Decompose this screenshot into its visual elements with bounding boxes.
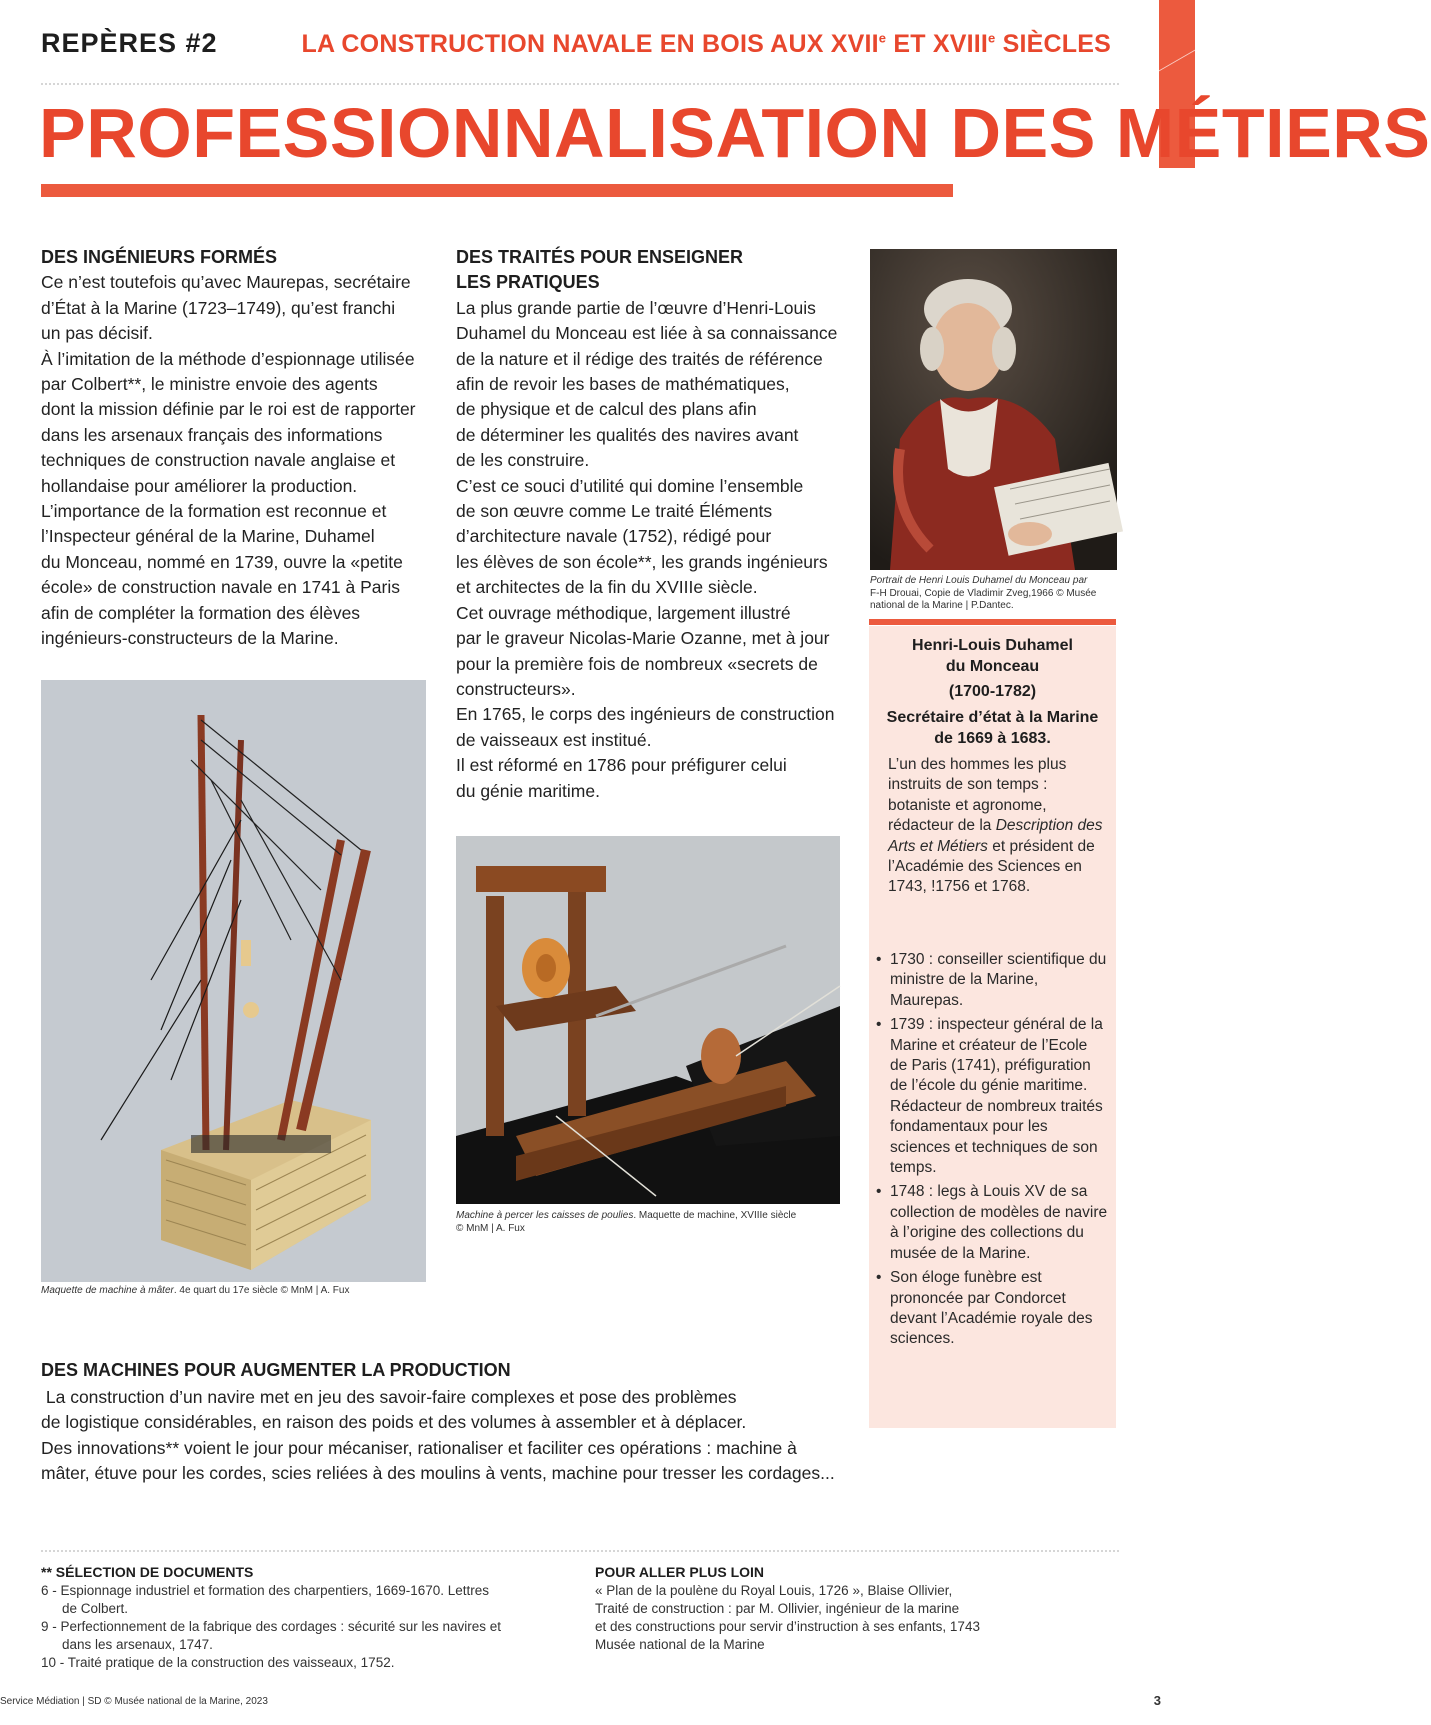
header-divider <box>41 83 1119 85</box>
text-line: de les construire. <box>456 450 590 471</box>
text-line: les élèves de son école**, les grands ingénieurs <box>456 551 828 572</box>
further-reading-text: « Plan de la poulène du Royal Louis, 1726 », Blaise Ollivier, Traité de construction : par M. Ollivier, ingénieur de la marine et des constructions pour servir d’instruction à ses enfants, 1743 Musée national de la Marine <box>595 1583 980 1652</box>
text-line: l’Inspecteur général de la Marine, Duhamel <box>41 526 375 547</box>
text-line: Des innovations** voient le jour pour mécaniser, rationaliser et faciliter ces opérations : machine à <box>41 1437 797 1458</box>
section-machines-text <box>41 1385 861 1487</box>
mast-machine-illustration <box>41 680 426 1282</box>
text-line: de physique et de calcul des plans afin <box>456 399 757 420</box>
timeline-item: • 1730 : conseiller scientifique du ministre de la Marine, Maurepas. <box>876 950 1108 1011</box>
text-line: Ce n’est toutefois qu’avec Maurepas, secrétaire <box>41 272 411 293</box>
bio-summary: L’un des hommes les plus instruits de son temps : botaniste et agronome, rédacteur de la Description des Arts et Métiers et président de l’Académie des Sciences en 1743, !1756 et 1768. <box>888 756 1103 896</box>
bio-name: Henri-Louis Duhamel du Monceau <box>912 637 1073 675</box>
text-line: Duhamel du Monceau est liée à sa connaissance <box>456 323 838 344</box>
portrait-illustration <box>870 249 1117 570</box>
text-line: un pas décisif. <box>41 323 153 344</box>
series-label: REPÈRES #2 <box>41 28 218 58</box>
text-line: de déterminer les qualités des navires avant <box>456 424 799 445</box>
mast-caption: Maquette de machine à mâter. 4e quart du 17e siècle © MnM | A. Fux <box>41 1285 350 1296</box>
timeline-item: • 1748 : legs à Louis XV de sa collection de modèles de navire à l’origine des collections du musée de la Marine. <box>876 1182 1108 1264</box>
portrait-photo <box>870 249 1117 570</box>
text-line: dont la mission définie par le roi est de rapporter <box>41 399 416 420</box>
footer-divider <box>41 1550 1119 1552</box>
text-line: hollandaise pour améliorer la production. <box>41 475 358 496</box>
selection-item: 6 - Espionnage industriel et formation des charpentiers, 1669-1670. Lettres de Colbert. <box>41 1583 490 1616</box>
section-heading-machines: DES MACHINES POUR AUGMENTER LA PRODUCTION <box>41 1360 511 1380</box>
section-engineers <box>41 245 441 652</box>
text-line: de son œuvre comme Le traité Éléments <box>456 501 773 522</box>
mast-machine-photo <box>41 680 426 1282</box>
title-underline <box>41 184 953 197</box>
section-treatises <box>456 245 856 804</box>
further-reading-heading: POUR ALLER PLUS LOIN <box>595 1564 765 1580</box>
text-line: afin de revoir les bases de mathématiques, <box>456 374 790 395</box>
text-line: En 1765, le corps des ingénieurs de construction <box>456 704 835 725</box>
bio-dates: (1700-1782) <box>948 683 1037 700</box>
text-line: de logistique considérables, en raison des poids et des volumes à assembler et à déplacer. <box>41 1412 747 1433</box>
text-line: La construction d’un navire met en jeu des savoir-faire complexes et pose des problèmes <box>41 1387 737 1407</box>
text-line: À l’imitation de la méthode d’espionnage utilisée <box>41 348 415 369</box>
drilling-machine-photo <box>456 836 840 1204</box>
text-line: pour la première fois de nombreux «secrets de <box>456 653 818 674</box>
text-line: du génie maritime. <box>456 780 600 801</box>
text-line: d’architecture navale (1752), rédigé pour <box>456 526 772 547</box>
text-line: Il est réformé en 1786 pour préfigurer celui <box>456 755 787 776</box>
drilling-machine-illustration <box>456 836 840 1204</box>
text-line: et architectes de la fin du XVIIIe siècle. <box>456 577 758 598</box>
text-line: ingénieurs-constructeurs de la Marine. <box>41 628 339 649</box>
text-line: afin de compléter la formation des élèves <box>41 602 361 623</box>
page-title: PROFESSIONNALISATION DES MÉTIERS <box>39 94 1431 172</box>
timeline-item: • Son éloge funèbre est prononcée par Condorcet devant l’Académie royale des sciences. <box>876 1268 1108 1350</box>
text-line: dans les arsenaux français des informations <box>41 424 383 445</box>
text-line: par Colbert**, le ministre envoie des agents <box>41 374 378 395</box>
bio-timeline <box>876 950 1108 1354</box>
footer-credit: Service Médiation | SD © Musée national de la Marine, 2023 <box>0 1696 268 1707</box>
section-heading: LES PRATIQUES <box>456 272 600 293</box>
text-line: de vaisseaux est institué. <box>456 729 652 750</box>
topic-title: LA CONSTRUCTION NAVALE EN BOIS AUX XVIIe ET XVIIIe SIÈCLES <box>301 30 1111 58</box>
text-line: techniques de construction navale anglaise et <box>41 450 396 471</box>
text-line: d’État à la Marine (1723–1749), qu’est franchi <box>41 297 396 318</box>
text-line: mâter, étuve pour les cordes, scies reliées à des moulins à vents, machine pour tresser les cordages... <box>41 1463 835 1484</box>
selection-heading: ** SÉLECTION DE DOCUMENTS <box>41 1564 254 1580</box>
selection-item: 10 - Traité pratique de la construction des vaisseaux, 1752. <box>41 1655 395 1670</box>
text-line: de la nature et il rédige des traités de référence <box>456 348 823 369</box>
text-line: La plus grande partie de l’œuvre d’Henri-Louis <box>456 297 816 318</box>
text-line: du Monceau, nommé en 1739, ouvre la «petite <box>41 551 403 572</box>
machine-caption: Machine à percer les caisses de poulies. Maquette de machine, XVIIIe siècle © MnM | A. Fux <box>456 1210 797 1234</box>
section-heading: DES TRAITÉS POUR ENSEIGNER <box>456 247 744 267</box>
sidebar-top-rule <box>869 619 1116 625</box>
text-line: Cet ouvrage méthodique, largement illustré <box>456 602 791 623</box>
text-line: école» de construction navale en 1741 à Paris <box>41 577 400 598</box>
section-heading: DES INGÉNIEURS FORMÉS <box>41 247 278 267</box>
portrait-caption: Portrait de Henri Louis Duhamel du Monceau par F-H Drouai, Copie de Vladimir Zveg,1966 © Musée national de la Marine | P.Dantec. <box>870 575 1097 611</box>
bio-role: Secrétaire d’état à la Marine de 1669 à 1683. <box>886 709 1099 747</box>
timeline-item: • 1739 : inspecteur général de la Marine et créateur de l’Ecole de Paris (1741), préfiguration de l’école du génie maritime. Rédacteur de nombreux traités fondamentaux pour les sciences et techniques de son temps. <box>876 1015 1108 1178</box>
selection-list <box>41 1582 501 1672</box>
text-line: L’importance de la formation est reconnue et <box>41 501 387 522</box>
text-line: constructeurs». <box>456 678 576 699</box>
text-line: par le graveur Nicolas-Marie Ozanne, met à jour <box>456 628 830 649</box>
text-line: C’est ce souci d’utilité qui domine l’ensemble <box>456 475 804 496</box>
page-number: 3 <box>1153 1693 1161 1708</box>
selection-item: 9 - Perfectionnement de la fabrique des cordages : sécurité sur les navires et dans les arsenaux, 1747. <box>41 1619 501 1652</box>
